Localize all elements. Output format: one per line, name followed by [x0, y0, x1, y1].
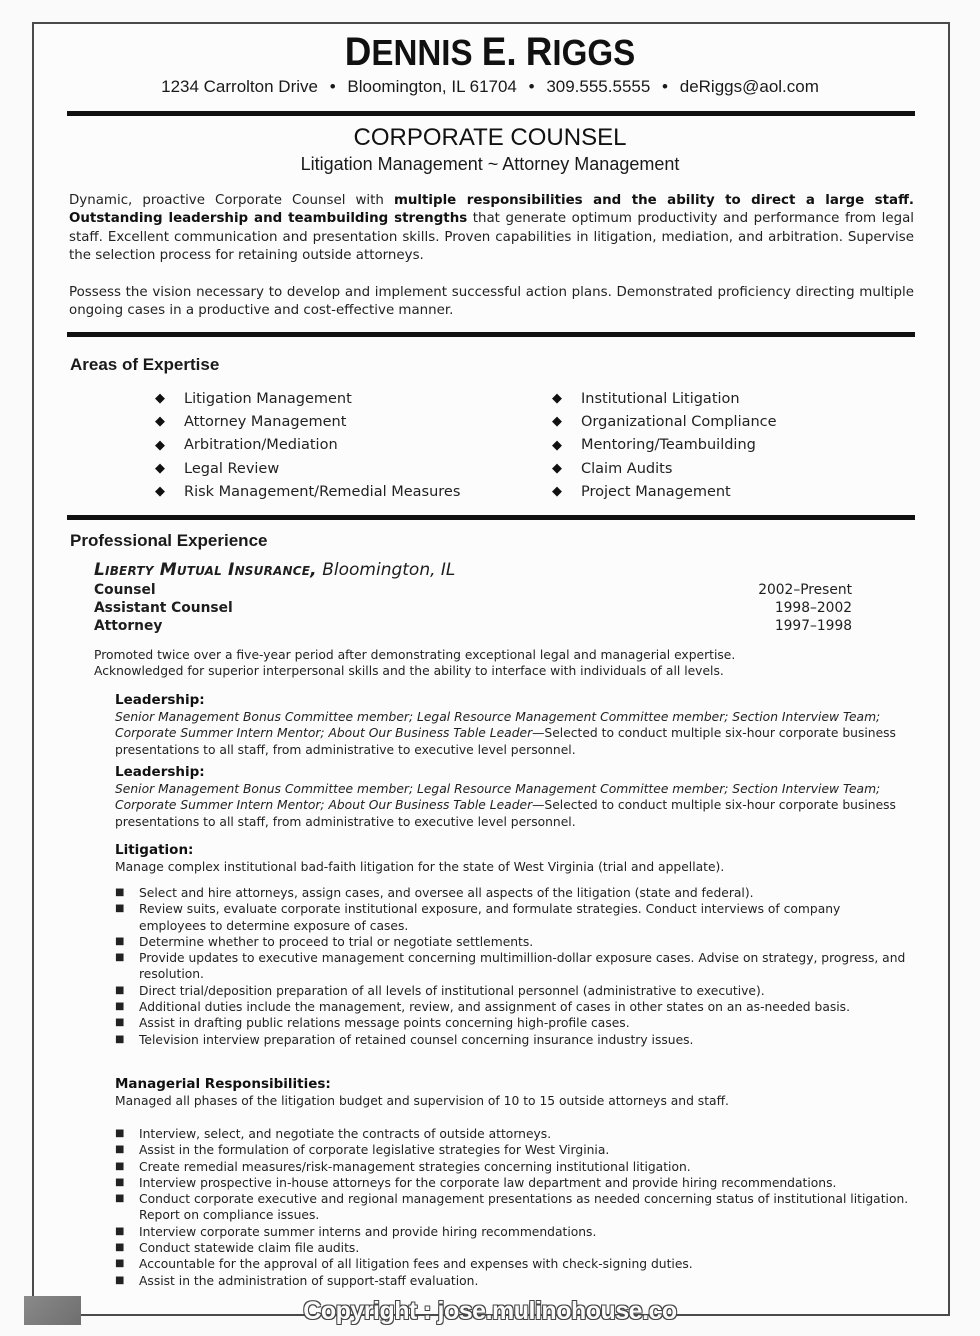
list-item: ■ Create remedial measures/risk-management strategies concerning institutional litigation. — [115, 1159, 691, 1174]
header-divider — [67, 111, 915, 116]
summary-paragraph-2: Possess the vision necessary to develop and implement successful action plans. Demonstrated proficiency directing multiple ongoing cases in a productive and cost-effective manner. — [69, 285, 914, 319]
list-item: ■ Assist in the administration of support-staff evaluation. — [115, 1273, 479, 1288]
list-item: ■ Interview corporate summer interns and provide hiring recommendations. — [115, 1224, 597, 1239]
expertise-item: ◆ Litigation Management — [155, 390, 352, 407]
leadership-text: Senior Management Bonus Committee member; Legal Resource Management Committee member; Section Interview Team; Corporate Summer Intern Mentor; About Our Business Table Leader—Selected to conduct multiple six-hour corporate business presentations to all staff, from administrative to executive level personnel. — [115, 782, 896, 829]
expertise-item: ◆ Institutional Litigation — [552, 390, 740, 407]
diamond-bullet-icon: ◆ — [552, 461, 562, 477]
roles-list — [94, 582, 852, 636]
role-row: Assistant Counsel 1998–2002 — [94, 600, 852, 616]
diamond-bullet-icon: ◆ — [155, 461, 165, 477]
list-item: ■ Interview prospective in-house attorneys for the corporate law department and provide hiring recommendations. — [115, 1175, 837, 1190]
managerial-bullets — [115, 1126, 910, 1289]
list-item: ■ Assist in the formulation of corporate legislative strategies for West Virginia. — [115, 1143, 610, 1158]
expertise-list-right — [552, 387, 777, 503]
city: Bloomington, IL 61704 — [347, 77, 517, 96]
managerial-heading: Managerial Responsibilities: — [115, 1076, 331, 1092]
expertise-divider — [67, 515, 915, 520]
list-item: ■ Determine whether to proceed to trial or negotiate settlements. — [115, 934, 534, 949]
copyright-watermark: Copyright : jose.mulinohouse.co — [303, 1297, 677, 1325]
list-item: ■ Review suits, evaluate corporate institutional exposure, and formulate strategies. Conduct interviews of company employees to determine exposure of cases. — [115, 902, 841, 933]
square-bullet-icon: ■ — [115, 984, 125, 996]
list-item: ■ Conduct statewide claim file audits. — [115, 1241, 360, 1256]
leadership-heading: Leadership: — [115, 764, 205, 780]
email: deRiggs@aol.com — [679, 77, 819, 96]
square-bullet-icon: ■ — [115, 1033, 125, 1045]
expertise-item: ◆ Organizational Compliance — [552, 413, 777, 430]
expertise-heading: Areas of Expertise — [70, 355, 220, 374]
diamond-bullet-icon: ◆ — [552, 391, 562, 407]
list-item: ■ Select and hire attorneys, assign cases, and oversee all aspects of the litigation (state and federal). — [115, 886, 754, 900]
square-bullet-icon: ■ — [115, 1144, 125, 1156]
expertise-item: ◆ Legal Review — [155, 460, 280, 477]
expertise-list-left — [155, 387, 460, 503]
address: 1234 Carrolton Drive — [161, 77, 318, 96]
diamond-bullet-icon: ◆ — [155, 391, 165, 407]
phone: 309.555.5555 — [546, 77, 651, 96]
summary-paragraph-1: Dynamic, proactive Corporate Counsel with multiple responsibilities and the ability to direct a large staff. Outstanding leadership and teambuilding strengths that generate optimum productivity and performance from legal staff. Excellent communication and presentation skills. Proven capabilities in litigation, mediation, and arbitration. Supervise the selection process for retaining outside attorneys. — [69, 193, 915, 263]
expertise-item: ◆ Arbitration/Mediation — [155, 437, 338, 454]
expertise-item: ◆ Attorney Management — [155, 413, 347, 430]
square-bullet-icon: ■ — [115, 887, 125, 898]
list-item: ■ Provide updates to executive management concerning multimillion-dollar exposure cases. Advise on strategy, progress, and resolution. — [115, 951, 906, 982]
leadership-heading: Leadership: — [115, 692, 205, 708]
leadership-text: Senior Management Bonus Committee member; Legal Resource Management Committee member; Section Interview Team; Corporate Summer Intern Mentor; About Our Business Table Leader—Selected to conduct multiple six-hour corporate business presentations to all staff, from administrative to executive level personnel. — [115, 710, 896, 757]
role-row: Attorney 1997–1998 — [94, 618, 852, 634]
square-bullet-icon: ■ — [115, 1176, 125, 1188]
square-bullet-icon: ■ — [115, 1001, 125, 1013]
separator: • — [528, 77, 535, 96]
separator: • — [662, 77, 668, 96]
list-item: ■ Accountable for the approval of all litigation fees and expenses with check-signing duties. — [115, 1257, 693, 1272]
expertise-item: ◆ Project Management — [552, 483, 731, 500]
managerial-intro: Managed all phases of the litigation budget and supervision of 10 to 15 outside attorneys and staff. — [115, 1094, 729, 1108]
experience-intro: Promoted twice over a five-year period after demonstrating exceptional legal and managerial expertise. Acknowledged for superior interpersonal skills and the ability to interface with individuals of all levels. — [94, 648, 736, 679]
expertise-item: ◆ Claim Audits — [552, 460, 673, 477]
list-item: ■ Television interview preparation of retained counsel concerning insurance industry issues. — [115, 1032, 694, 1047]
list-item: ■ Conduct corporate executive and regional management presentations as needed concerning status of institutional litigation. Report on compliance issues. — [115, 1192, 909, 1223]
expertise-item: ◆ Mentoring/Teambuilding — [552, 437, 756, 454]
litigation-intro: Manage complex institutional bad-faith litigation for the state of West Virginia (trial and appellate). — [115, 860, 725, 874]
company-line — [94, 560, 455, 580]
litigation-heading: Litigation: — [115, 842, 194, 858]
contact-line — [0, 77, 980, 97]
square-bullet-icon: ■ — [115, 1225, 125, 1237]
square-bullet-icon: ■ — [115, 1258, 125, 1270]
list-item: ■ Additional duties include the management, review, and assignment of cases in other states on an as-needed basis. — [115, 1000, 850, 1015]
experience-heading: Professional Experience — [70, 531, 268, 550]
square-bullet-icon: ■ — [115, 1242, 125, 1254]
diamond-bullet-icon: ◆ — [155, 484, 165, 500]
square-bullet-icon: ■ — [115, 1128, 125, 1139]
expertise-item: ◆ Risk Management/Remedial Measures — [155, 483, 461, 500]
square-bullet-icon: ■ — [115, 1193, 125, 1205]
company-location: Bloomington, IL — [316, 560, 456, 580]
list-item: ■ Interview, select, and negotiate the contracts of outside attorneys. — [115, 1127, 552, 1141]
diamond-bullet-icon: ◆ — [552, 414, 562, 430]
diamond-bullet-icon: ◆ — [552, 484, 562, 500]
headline-title: CORPORATE COUNSEL — [353, 124, 627, 151]
square-bullet-icon: ■ — [115, 1017, 125, 1029]
role-row: Counsel 2002–Present — [94, 582, 852, 598]
diamond-bullet-icon: ◆ — [155, 414, 165, 430]
diamond-bullet-icon: ◆ — [155, 437, 165, 453]
square-bullet-icon: ■ — [115, 1160, 125, 1172]
list-item: ■ Direct trial/deposition preparation of all levels of institutional personnel (administrative to executive). — [115, 983, 765, 998]
square-bullet-icon: ■ — [115, 935, 125, 947]
square-bullet-icon: ■ — [115, 1274, 125, 1286]
candidate-name: DENNIS E. RIGGS — [344, 30, 636, 74]
diamond-bullet-icon: ◆ — [552, 437, 562, 453]
summary-divider — [67, 332, 915, 337]
square-bullet-icon: ■ — [115, 952, 125, 964]
square-bullet-icon: ■ — [115, 903, 125, 915]
headline-subtitle: Litigation Management ~ Attorney Management — [300, 154, 680, 174]
list-item: ■ Assist in drafting public relations message points concerning high-profile cases. — [115, 1016, 630, 1031]
company-name: Liberty Mutual Insurance, — [94, 560, 317, 580]
separator: • — [329, 77, 336, 96]
litigation-bullets — [115, 885, 910, 1048]
